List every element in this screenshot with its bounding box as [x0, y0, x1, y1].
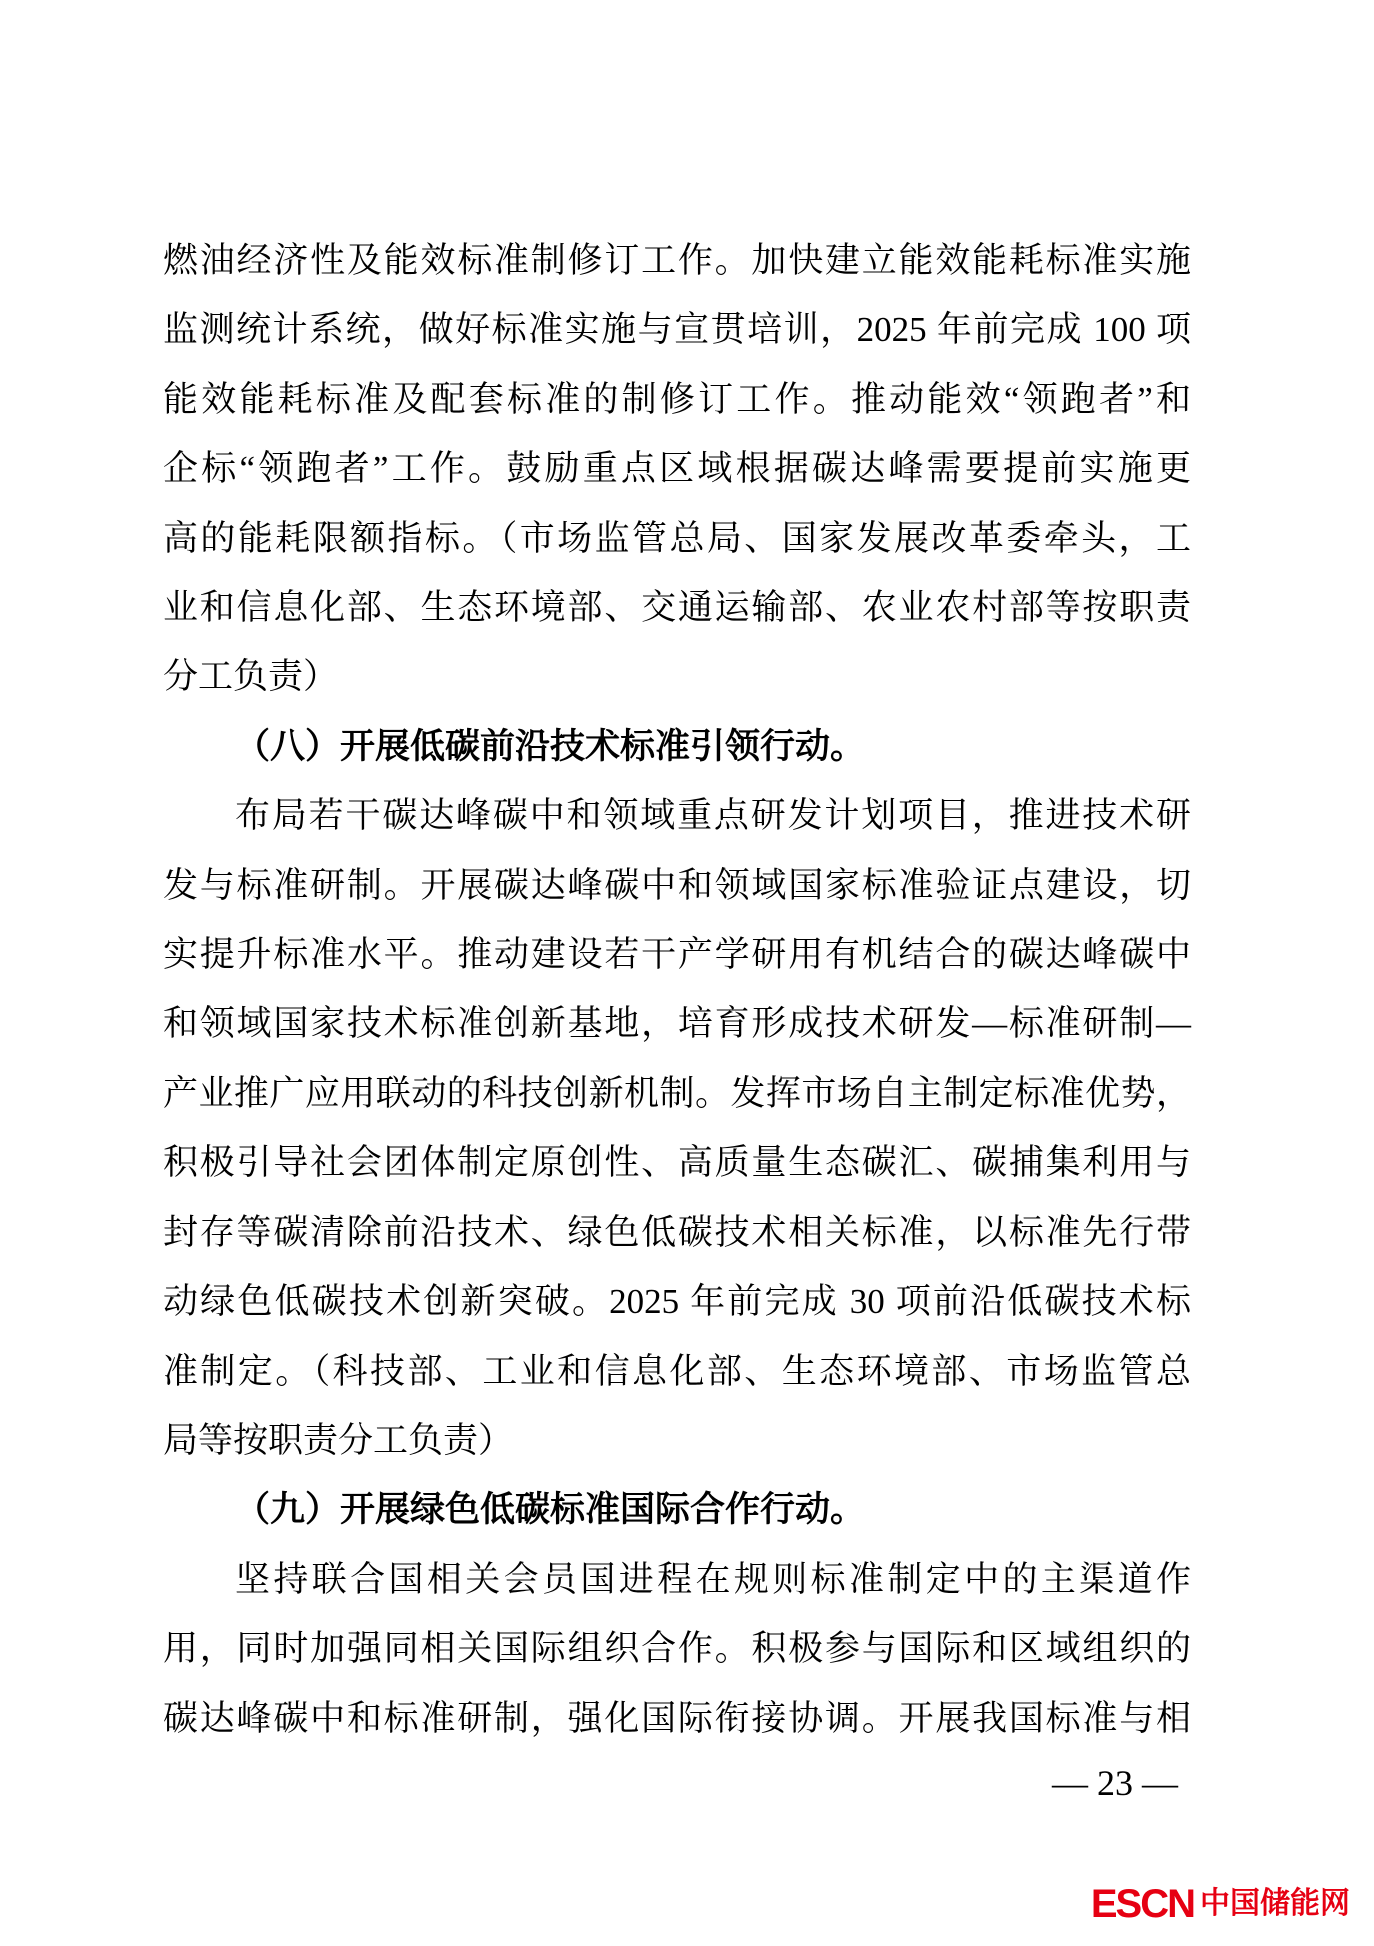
text-line: 高的能耗限额指标。（市场监管总局、国家发展改革委牵头，工: [163, 518, 1191, 558]
text-line: 能效能耗标准及配套标准的制修订工作。推动能效“领跑者”和: [163, 379, 1191, 419]
text-line: 动绿色低碳技术创新突破。2025 年前完成 30 项前沿低碳技术标: [163, 1282, 1191, 1322]
text-line: 实提升标准水平。推动建设若干产学研用有机结合的碳达峰碳中: [163, 935, 1191, 975]
text-line: 坚持联合国相关会员国进程在规则标准制定中的主渠道作: [235, 1559, 1191, 1599]
text-line: 封存等碳清除前沿技术、绿色低碳技术相关标准，以标准先行带: [163, 1212, 1191, 1252]
text-line: 碳达峰碳中和标准研制，强化国际衔接协调。开展我国标准与相: [163, 1698, 1191, 1738]
escn-logo-chinese: 中国储能网: [1200, 1887, 1350, 1920]
escn-logo-latin: ESCN: [1090, 1882, 1194, 1926]
text-line: 布局若干碳达峰碳中和领域重点研发计划项目，推进技术研: [235, 796, 1191, 836]
section-heading: （九）开展绿色低碳标准国际合作行动。: [235, 1490, 866, 1530]
text-line: 分工负责）: [163, 657, 339, 697]
text-line: 积极引导社会团体制定原创性、高质量生态碳汇、碳捕集利用与: [163, 1143, 1191, 1183]
text-line: 局等按职责分工负责）: [163, 1420, 514, 1460]
text-line: 产业推广应用联动的科技创新机制。发挥市场自主制定标准优势，: [163, 1073, 1191, 1113]
text-line: 企标“领跑者”工作。鼓励重点区域根据碳达峰需要提前实施更: [163, 449, 1191, 489]
document-text-block: [163, 226, 1191, 1753]
text-line: 用，同时加强同相关国际组织合作。积极参与国际和区域组织的: [163, 1629, 1191, 1669]
text-line: 监测统计系统，做好标准实施与宣贯培训，2025 年前完成 100 项: [163, 310, 1191, 350]
text-line: 发与标准研制。开展碳达峰碳中和领域国家标准验证点建设，切: [163, 865, 1191, 905]
section-heading: （八）开展低碳前沿技术标准引领行动。: [235, 726, 866, 766]
text-line: 业和信息化部、生态环境部、交通运输部、农业农村部等按职责: [163, 588, 1191, 628]
text-line: 燃油经济性及能效标准制修订工作。加快建立能效能耗标准实施: [163, 241, 1191, 280]
page-number: — 23 —: [1052, 1763, 1178, 1803]
text-line: 准制定。（科技部、工业和信息化部、生态环境部、市场监管总: [163, 1351, 1191, 1391]
escn-logo: [1091, 1884, 1350, 1924]
text-line: 和领域国家技术标准创新基地，培育形成技术研发—标准研制—: [163, 1004, 1191, 1044]
